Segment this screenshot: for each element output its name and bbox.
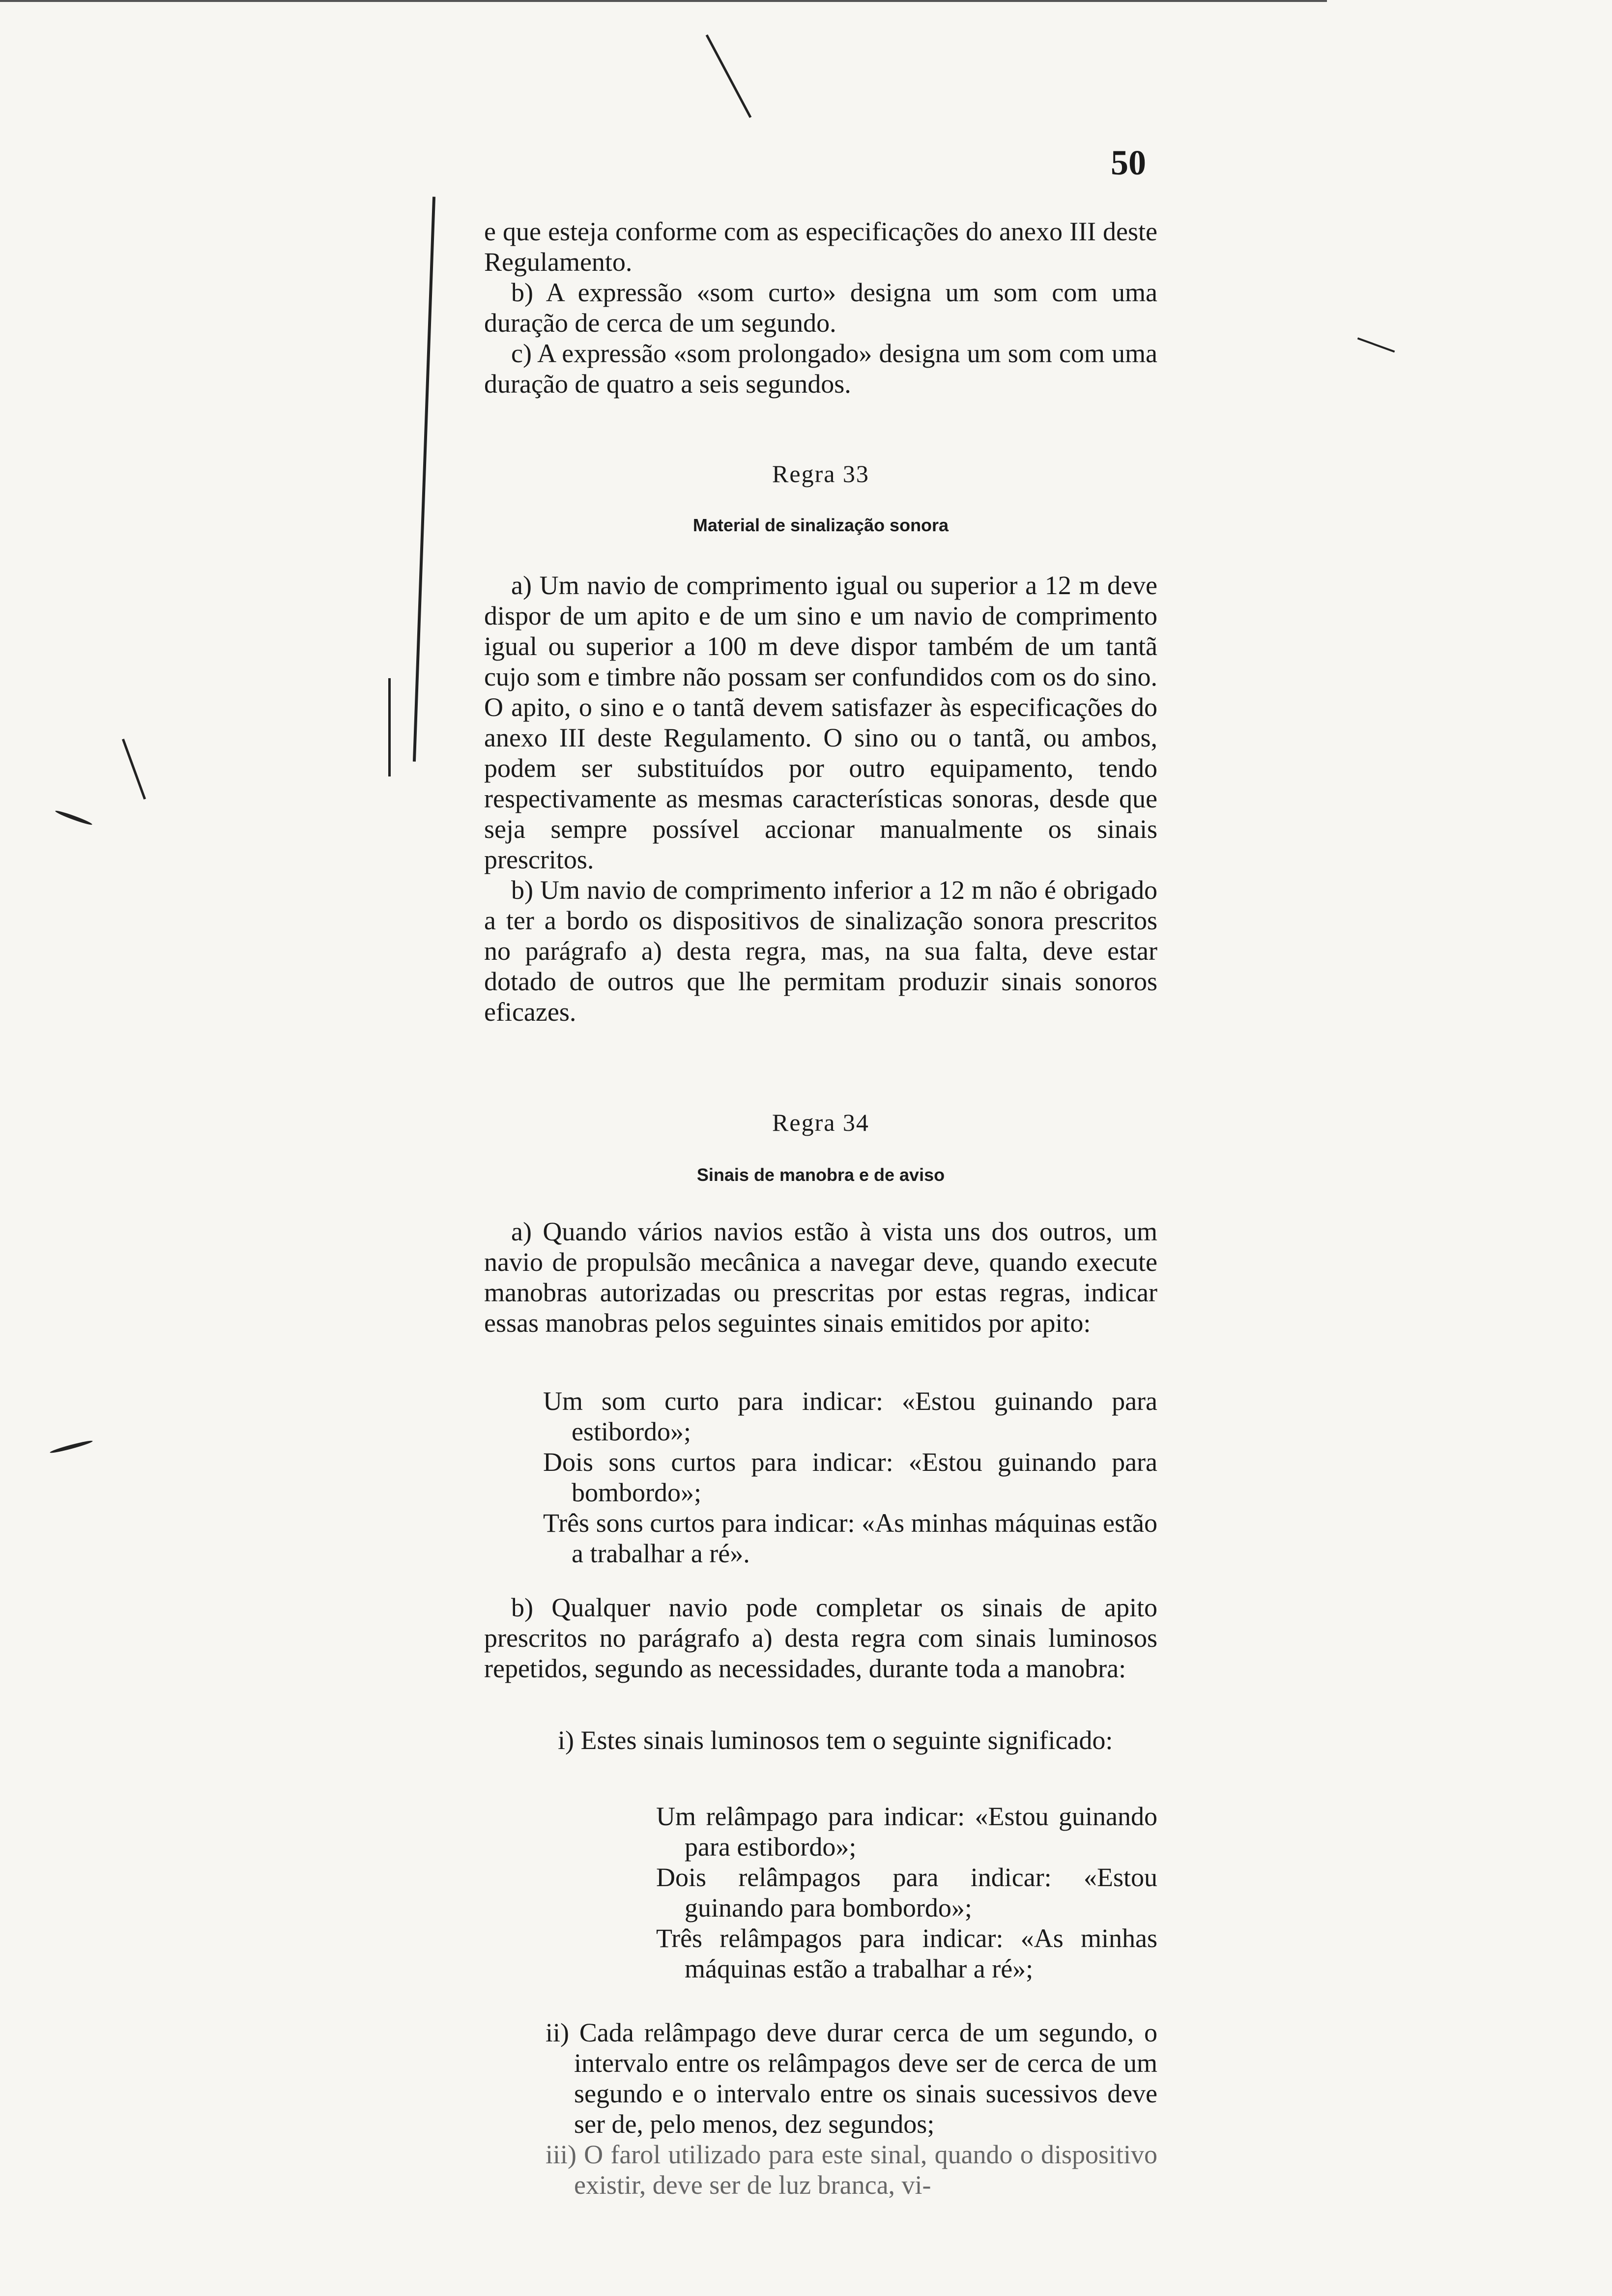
paragraph: a) Um navio de comprimento igual ou superior a 12 m deve dispor de um apito e de um sino e um navio de comprimento igual ou superior a 100 m deve dispor também de um tantã cujo som e timbre não possam ser confundidos com os do sino. O apito, o sino e o tantã devem satisfazer às especificações do anexo III deste Regulamento. O sino ou o tantã, ou ambos, podem ser substituídos por outro equipamento, tendo respectivamente as mesmas características sonoras, desde que seja sempre possível accionar manualmente os sinais prescritos.	[484, 571, 1157, 874]
list-item: Dois sons curtos para indicar: «Estou guinando para bombordo»;	[543, 1447, 1157, 1507]
rule-34-subtitle: Sinais de manobra e de aviso	[696, 1165, 945, 1185]
scan-top-edge	[0, 0, 1327, 2]
list-item: iii) O farol utilizado para este sinal, quando o dispositivo existir, deve ser de luz branca, vi-	[546, 2140, 1157, 2200]
list-item: Três sons curtos para indicar: «As minhas máquinas estão a trabalhar a ré».	[543, 1508, 1157, 1568]
rule-33-subtitle: Material de sinalização sonora	[692, 515, 949, 535]
rule-33-heading: Regra 33	[772, 460, 869, 488]
paragraph: b) Um navio de comprimento inferior a 12 m não é obrigado a ter a bordo os dispositivos de sinalização sonora prescritos no parágrafo a) desta regra, mas, na sua falta, deve estar dotado de outros que lhe permitam produzir sinais sonoros eficazes.	[484, 875, 1157, 1027]
scan-margin-line	[1357, 337, 1395, 352]
whistle-signals-list	[543, 1386, 1157, 1569]
list-item: Um som curto para indicar: «Estou guinando para estibordo»;	[543, 1386, 1157, 1446]
scan-margin-line	[706, 34, 752, 118]
rule-34-heading: Regra 34	[772, 1109, 869, 1136]
rule-34-para-b	[484, 1592, 1157, 1684]
page-number: 50	[1111, 143, 1146, 182]
rule-34-para-a	[484, 1216, 1157, 1338]
paragraph: b) Qualquer navio pode completar os sinais de apito prescritos no parágrafo a) desta regra com sinais luminosos repetidos, segundo as necessidades, durante toda a manobra:	[484, 1593, 1157, 1683]
scan-margin-line	[388, 678, 391, 776]
item-i	[558, 1725, 1157, 1755]
top-block	[484, 216, 1157, 399]
list-item: ii) Cada relâmpago deve durar cerca de um segundo, o intervalo entre os relâmpagos deve ser de cerca de um segundo e o intervalo entre os sinais sucessivos deve ser de, pelo menos, dez segundos;	[546, 2018, 1157, 2139]
paragraph: a) Quando vários navios estão à vista uns dos outros, um navio de propulsão mecânica a navegar deve, quando execute manobras autorizadas ou prescritas por estas regras, indicar essas manobras pelos seguintes sinais emitidos por apito:	[484, 1217, 1157, 1338]
scan-margin-mark	[49, 1439, 93, 1454]
paragraph: b) A expressão «som curto» designa um som com uma duração de cerca de um segundo.	[484, 278, 1157, 338]
paragraph: c) A expressão «som prolongado» designa um som com uma duração de quatro a seis segundos.	[484, 339, 1157, 399]
light-signals-list	[656, 1801, 1157, 1984]
list-item: Um relâmpago para indicar: «Estou guinando para estibordo»;	[656, 1802, 1157, 1862]
list-item: i) Estes sinais luminosos tem o seguinte significado:	[558, 1725, 1113, 1755]
scan-margin-line	[413, 197, 435, 762]
scan-margin-line	[122, 739, 146, 800]
paragraph: e que esteja conforme com as especificações do anexo III deste Regulamento.	[484, 217, 1157, 277]
list-item: Três relâmpagos para indicar: «As minhas máquinas estão a trabalhar a ré»;	[656, 1923, 1157, 1983]
items-ii-iii	[546, 2017, 1157, 2200]
rule-33-body	[484, 570, 1157, 1027]
list-item: Dois relâmpagos para indicar: «Estou guinando para bombordo»;	[656, 1863, 1157, 1923]
scan-margin-mark	[55, 809, 93, 827]
